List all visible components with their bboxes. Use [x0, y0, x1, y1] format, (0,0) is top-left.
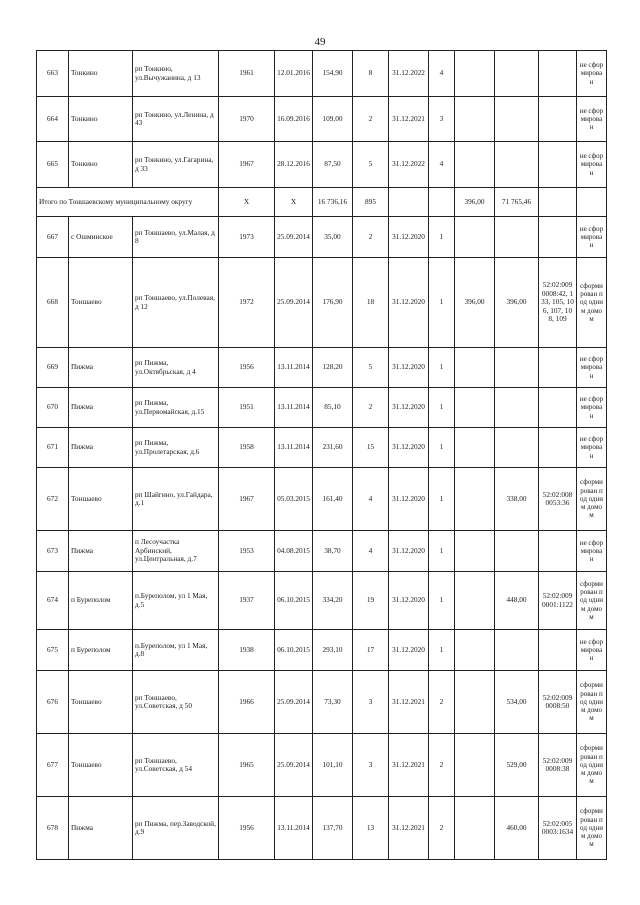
- cell-residents: 8: [353, 51, 389, 97]
- cell-stage: 1: [429, 572, 455, 630]
- cell-address: рп Тоншаево, ул.Полевая, д 12: [133, 258, 219, 348]
- cell-area: 85,10: [313, 388, 353, 428]
- cell-deadline: 31.12.2021: [389, 797, 429, 860]
- cell-stage: 1: [429, 217, 455, 258]
- total-cell-cadastral: [539, 188, 577, 217]
- cell-note: сформирован под одним домом: [577, 468, 607, 531]
- cell-note: не сформирован: [577, 142, 607, 188]
- cell-deadline: 31.12.2021: [389, 734, 429, 797]
- cell-number: 673: [37, 531, 69, 572]
- cell-deadline: 31.12.2020: [389, 468, 429, 531]
- cell-date: 12.01.2016: [275, 51, 313, 97]
- cell-note: не сформирован: [577, 388, 607, 428]
- cell-stage: 2: [429, 797, 455, 860]
- cell-value-b: [495, 348, 539, 388]
- cell-deadline: 31.12.2020: [389, 630, 429, 671]
- cell-area: 161,40: [313, 468, 353, 531]
- cell-locality: п Буреполом: [69, 572, 133, 630]
- cell-address: п.Буреполом, ул 1 Мая, д.8: [133, 630, 219, 671]
- cell-locality: Пижма: [69, 428, 133, 468]
- total-row: [37, 188, 607, 217]
- cell-area: 35,00: [313, 217, 353, 258]
- cell-year: 1956: [219, 797, 275, 860]
- cell-value-a: 396,00: [455, 258, 495, 348]
- cell-stage: 1: [429, 468, 455, 531]
- cell-year: 1953: [219, 531, 275, 572]
- cell-deadline: 31.12.2020: [389, 531, 429, 572]
- cell-number: 676: [37, 671, 69, 734]
- cell-year: 1967: [219, 468, 275, 531]
- cell-value-a: [455, 142, 495, 188]
- cell-cadastral: [539, 217, 577, 258]
- cell-residents: 3: [353, 734, 389, 797]
- table-row: [37, 388, 607, 428]
- cell-year: 1938: [219, 630, 275, 671]
- cell-deadline: 31.12.2020: [389, 572, 429, 630]
- cell-area: 154,90: [313, 51, 353, 97]
- cell-deadline: 31.12.2022: [389, 51, 429, 97]
- cell-locality: Пижма: [69, 388, 133, 428]
- total-cell-stage: [429, 188, 455, 217]
- cell-locality: Пижма: [69, 531, 133, 572]
- cell-date: 16.09.2016: [275, 97, 313, 142]
- cell-cadastral: [539, 97, 577, 142]
- cell-residents: 5: [353, 142, 389, 188]
- cell-date: 25.09.2014: [275, 217, 313, 258]
- cell-note: сформирован под одним домом: [577, 258, 607, 348]
- table-row: [37, 217, 607, 258]
- cell-note: сформирован под одним домом: [577, 734, 607, 797]
- total-cell-value-a: 396,00: [455, 188, 495, 217]
- cell-cadastral: [539, 428, 577, 468]
- table-row: [37, 97, 607, 142]
- cell-number: 663: [37, 51, 69, 97]
- cell-year: 1958: [219, 428, 275, 468]
- cell-value-b: 396,00: [495, 258, 539, 348]
- cell-year: 1937: [219, 572, 275, 630]
- page-number: 49: [314, 36, 326, 48]
- cell-cadastral: [539, 388, 577, 428]
- cell-year: 1970: [219, 97, 275, 142]
- cell-cadastral: 52:02:0090008:42, 133, 105, 106, 107, 108, 109: [539, 258, 577, 348]
- table-row: [37, 258, 607, 348]
- cell-residents: 5: [353, 348, 389, 388]
- cell-number: 675: [37, 630, 69, 671]
- cell-date: 13.11.2014: [275, 428, 313, 468]
- cell-residents: 19: [353, 572, 389, 630]
- cell-deadline: 31.12.2020: [389, 348, 429, 388]
- cell-address: рп Тоншаево, ул.Малая, д 8: [133, 217, 219, 258]
- cell-year: 1956: [219, 348, 275, 388]
- cell-cadastral: [539, 531, 577, 572]
- cell-area: 87,50: [313, 142, 353, 188]
- cell-residents: 2: [353, 388, 389, 428]
- cell-number: 667: [37, 217, 69, 258]
- table-row: [37, 531, 607, 572]
- table-row: [37, 572, 607, 630]
- cell-value-b: [495, 51, 539, 97]
- cell-number: 671: [37, 428, 69, 468]
- cell-address: рп Пижма, ул.Первомайская, д.15: [133, 388, 219, 428]
- cell-address: п.Буреполом, ул 1 Мая, д.5: [133, 572, 219, 630]
- cell-area: 231,60: [313, 428, 353, 468]
- total-cell-value-b: 71 765,46: [495, 188, 539, 217]
- cell-deadline: 31.12.2021: [389, 671, 429, 734]
- cell-locality: с Ошминское: [69, 217, 133, 258]
- cell-stage: 1: [429, 388, 455, 428]
- cell-cadastral: 52:02:0090008:50: [539, 671, 577, 734]
- cell-date: 05.03.2015: [275, 468, 313, 531]
- table-row: [37, 671, 607, 734]
- cell-value-b: 460,00: [495, 797, 539, 860]
- cell-cadastral: [539, 348, 577, 388]
- cell-stage: 4: [429, 142, 455, 188]
- cell-value-b: 534,00: [495, 671, 539, 734]
- cell-address: рп Шайгино, ул.Гайдара, д.1: [133, 468, 219, 531]
- cell-area: 176,90: [313, 258, 353, 348]
- cell-deadline: 31.12.2020: [389, 428, 429, 468]
- cell-stage: 1: [429, 428, 455, 468]
- cell-residents: 4: [353, 468, 389, 531]
- cell-date: 13.11.2014: [275, 797, 313, 860]
- cell-date: 06.10.2015: [275, 572, 313, 630]
- cell-date: 25.09.2014: [275, 258, 313, 348]
- cell-cadastral: 52:02:0050003:1634: [539, 797, 577, 860]
- total-cell-residents: 895: [353, 188, 389, 217]
- cell-value-a: [455, 97, 495, 142]
- cell-value-b: 448,00: [495, 572, 539, 630]
- table-row: [37, 734, 607, 797]
- cell-value-b: [495, 531, 539, 572]
- cell-value-a: [455, 531, 495, 572]
- cell-area: 137,70: [313, 797, 353, 860]
- cell-address: рп Пижма, пер.Заводской, д.9: [133, 797, 219, 860]
- cell-year: 1965: [219, 734, 275, 797]
- cell-year: 1951: [219, 388, 275, 428]
- cell-address: рп Тоншаево, ул.Советская, д 50: [133, 671, 219, 734]
- cell-residents: 2: [353, 217, 389, 258]
- cell-year: 1967: [219, 142, 275, 188]
- cell-deadline: 31.12.2022: [389, 142, 429, 188]
- cell-year: 1966: [219, 671, 275, 734]
- total-cell-area: 16 736,16: [313, 188, 353, 217]
- cell-area: 109,00: [313, 97, 353, 142]
- cell-note: сформирован под одним домом: [577, 572, 607, 630]
- cell-value-a: [455, 572, 495, 630]
- table-row: [37, 142, 607, 188]
- table-row: [37, 348, 607, 388]
- cell-locality: Пижма: [69, 797, 133, 860]
- total-cell-year: Х: [219, 188, 275, 217]
- cell-note: сформирован под одним домом: [577, 797, 607, 860]
- cell-locality: Тонкино: [69, 97, 133, 142]
- cell-number: 668: [37, 258, 69, 348]
- table-row: [37, 468, 607, 531]
- cell-deadline: 31.12.2020: [389, 388, 429, 428]
- table-row: [37, 51, 607, 97]
- cell-date: 13.11.2014: [275, 388, 313, 428]
- cell-residents: 2: [353, 97, 389, 142]
- cell-cadastral: 52:02:0090008:38: [539, 734, 577, 797]
- cell-value-b: [495, 217, 539, 258]
- cell-number: 664: [37, 97, 69, 142]
- cell-cadastral: [539, 51, 577, 97]
- cell-year: 1972: [219, 258, 275, 348]
- cell-address: рп Пижма, ул.Пролетарская, д.6: [133, 428, 219, 468]
- total-cell-deadline: [389, 188, 429, 217]
- cell-value-a: [455, 630, 495, 671]
- table-row: [37, 797, 607, 860]
- cell-value-a: [455, 348, 495, 388]
- total-cell-date: Х: [275, 188, 313, 217]
- cell-deadline: 31.12.2021: [389, 97, 429, 142]
- cell-date: 25.09.2014: [275, 671, 313, 734]
- cell-note: сформирован под одним домом: [577, 671, 607, 734]
- cell-address: рп Тонкино, ул.Гагарина, д 33: [133, 142, 219, 188]
- cell-date: 04.08.2015: [275, 531, 313, 572]
- table-row: [37, 428, 607, 468]
- cell-stage: 1: [429, 531, 455, 572]
- cell-stage: 1: [429, 630, 455, 671]
- cell-note: не сформирован: [577, 217, 607, 258]
- cell-number: 674: [37, 572, 69, 630]
- cell-address: рп Тоншаево, ул.Советская, д 54: [133, 734, 219, 797]
- cell-deadline: 31.12.2020: [389, 258, 429, 348]
- cell-value-a: [455, 468, 495, 531]
- cell-value-b: 338,00: [495, 468, 539, 531]
- cell-area: 293,10: [313, 630, 353, 671]
- cell-number: 678: [37, 797, 69, 860]
- cell-stage: 4: [429, 51, 455, 97]
- housing-register-table: [36, 50, 607, 860]
- cell-date: 25.09.2014: [275, 734, 313, 797]
- cell-cadastral: 52:02:0080053:36: [539, 468, 577, 531]
- total-label: Итого по Тоншаевскому муниципальному округу: [37, 188, 219, 217]
- cell-residents: 17: [353, 630, 389, 671]
- cell-locality: п Буреполом: [69, 630, 133, 671]
- total-cell-note: [577, 188, 607, 217]
- cell-area: 334,20: [313, 572, 353, 630]
- cell-residents: 18: [353, 258, 389, 348]
- cell-locality: Тоншаево: [69, 258, 133, 348]
- cell-value-b: [495, 388, 539, 428]
- cell-value-a: [455, 797, 495, 860]
- cell-note: не сформирован: [577, 428, 607, 468]
- cell-locality: Тонкино: [69, 51, 133, 97]
- cell-value-a: [455, 388, 495, 428]
- cell-date: 06.10.2015: [275, 630, 313, 671]
- cell-value-a: [455, 217, 495, 258]
- cell-cadastral: 52:02:0090001:1122: [539, 572, 577, 630]
- cell-year: 1973: [219, 217, 275, 258]
- cell-stage: 2: [429, 671, 455, 734]
- cell-number: 669: [37, 348, 69, 388]
- cell-stage: 1: [429, 258, 455, 348]
- cell-cadastral: [539, 142, 577, 188]
- cell-date: 28.12.2016: [275, 142, 313, 188]
- cell-value-b: [495, 630, 539, 671]
- cell-number: 677: [37, 734, 69, 797]
- cell-area: 73,30: [313, 671, 353, 734]
- cell-address: рп Пижма, ул.Октябрьская, д 4: [133, 348, 219, 388]
- cell-year: 1961: [219, 51, 275, 97]
- cell-locality: Тонкино: [69, 142, 133, 188]
- cell-address: рп Тонкино, ул.Ленина, д 43: [133, 97, 219, 142]
- cell-residents: 3: [353, 671, 389, 734]
- cell-locality: Тоншаево: [69, 468, 133, 531]
- cell-area: 101,10: [313, 734, 353, 797]
- cell-note: не сформирован: [577, 97, 607, 142]
- cell-value-b: [495, 428, 539, 468]
- cell-value-a: [455, 671, 495, 734]
- cell-stage: 2: [429, 734, 455, 797]
- cell-residents: 15: [353, 428, 389, 468]
- cell-number: 665: [37, 142, 69, 188]
- cell-locality: Пижма: [69, 348, 133, 388]
- cell-value-b: [495, 97, 539, 142]
- cell-stage: 3: [429, 97, 455, 142]
- cell-number: 670: [37, 388, 69, 428]
- cell-residents: 13: [353, 797, 389, 860]
- cell-number: 672: [37, 468, 69, 531]
- cell-value-a: [455, 428, 495, 468]
- cell-address: п Лесоучастка Арбинский, ул.Центральная, д.7: [133, 531, 219, 572]
- cell-date: 13.11.2014: [275, 348, 313, 388]
- cell-note: не сформирован: [577, 348, 607, 388]
- cell-note: не сформирован: [577, 51, 607, 97]
- cell-address: рп Тонкино, ул.Вычужанина, д 13: [133, 51, 219, 97]
- cell-stage: 1: [429, 348, 455, 388]
- cell-deadline: 31.12.2020: [389, 217, 429, 258]
- cell-residents: 4: [353, 531, 389, 572]
- cell-value-b: 529,00: [495, 734, 539, 797]
- table-row: [37, 630, 607, 671]
- cell-cadastral: [539, 630, 577, 671]
- cell-value-b: [495, 142, 539, 188]
- cell-area: 128,20: [313, 348, 353, 388]
- cell-note: не сформирован: [577, 630, 607, 671]
- cell-locality: Тоншаево: [69, 671, 133, 734]
- cell-value-a: [455, 734, 495, 797]
- cell-note: не сформирован: [577, 531, 607, 572]
- cell-locality: Тоншаево: [69, 734, 133, 797]
- cell-value-a: [455, 51, 495, 97]
- cell-area: 38,70: [313, 531, 353, 572]
